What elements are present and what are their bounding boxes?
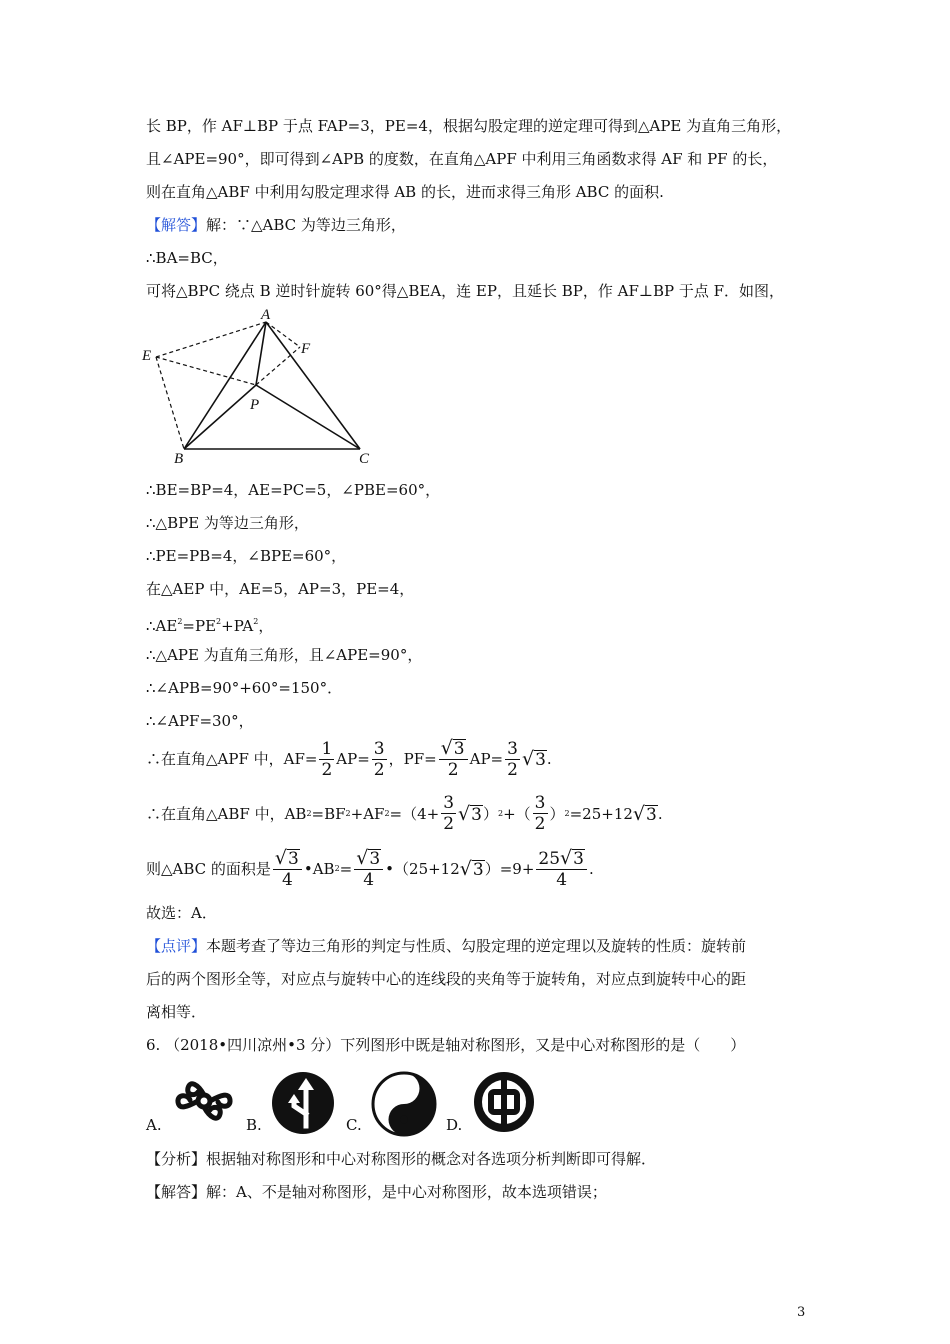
- fraction: $\frac{3}{2}$: [507, 738, 518, 780]
- comment-tag: 【点评】: [146, 937, 207, 955]
- fraction: $\frac{3}{2}$: [534, 793, 546, 834]
- option-c-label: C.: [346, 1116, 362, 1134]
- text-line: ∴∠APB=90°+60°=150°．: [146, 679, 343, 697]
- text-line: ∴△BPE 为等边三角形，: [146, 514, 309, 532]
- text-line: ∴PE=PB=4，∠BPE=60°，: [146, 547, 347, 565]
- label-f: F: [301, 341, 311, 357]
- math-line: ∴在直角△ABF 中，AB 2 =BF 2 +AF 2 =（4+ $\frac{3}{2}$ √ 3 ） 2 +（ $\frac{3}{2}$ ） 2 =25+12 √ 3 .: [146, 793, 663, 834]
- fraction: √ 3 4: [354, 848, 383, 890]
- label-e: E: [142, 348, 152, 364]
- fraction: $\frac{3}{2}$: [443, 793, 455, 834]
- bank-logo-icon: [472, 1070, 536, 1134]
- fraction: √ 3 4: [273, 848, 302, 890]
- text-line: ∴△APE 为直角三角形，且∠APE=90°，: [146, 646, 423, 664]
- text-line: 则在直角△ABF 中利用勾股定理求得 AB 的长，进而求得三角形 ABC 的面积.: [146, 183, 664, 201]
- label-a: A: [261, 307, 271, 323]
- page-number: 3: [797, 1305, 806, 1320]
- segment-pc: [256, 385, 360, 449]
- fraction: √ 3 2: [439, 738, 468, 780]
- rotation-figure: [136, 305, 376, 470]
- answer-tag: 【解答】: [146, 216, 207, 234]
- text-line: ∴BE=BP=4，AE=PC=5，∠PBE=60°，: [146, 481, 441, 499]
- answer-line: 【解答】解：A、不是轴对称图形，是中心对称图形，故本选项错误；: [146, 1183, 607, 1201]
- option-b-label: B.: [246, 1116, 262, 1134]
- label-b: B: [174, 451, 184, 467]
- segment-af: [266, 322, 300, 347]
- label-p: P: [250, 397, 260, 413]
- text-line: 长 BP，作 AF⊥BP 于点 FAP=3，PE=4，根据勾股定理的逆定理可得到△APE 为直角三角形，: [146, 117, 792, 135]
- answer-options: [146, 1070, 566, 1134]
- label-c: C: [359, 451, 370, 467]
- fraction: 25 √ 3 4: [536, 848, 587, 890]
- text-line: ∴∠APF=30°，: [146, 712, 254, 730]
- segment-eb: [156, 357, 184, 449]
- text-line: 离相等．: [146, 1003, 207, 1021]
- math-line: 则△ABC 的面积是 √ 3 4 •AB 2 = √ 3 4 •（25+12 √ 3 ）= 9+ 25 √ 3 4 .: [146, 847, 594, 890]
- segment-ap: [256, 322, 266, 385]
- segment-ab: [184, 322, 266, 449]
- road-sign-icon: [270, 1070, 336, 1136]
- knot-icon: [168, 1070, 240, 1132]
- text-line: 且∠APE=90°，即可得到∠APB 的度数，在直角△APF 中利用三角函数求得 AF 和 PF 的长，: [146, 150, 778, 168]
- fraction: $\frac{1}{2}$: [321, 738, 333, 780]
- text-line: ∴BA=BC，: [146, 249, 228, 267]
- text-line: 后的两个图形全等，对应点与旋转中心的连线段的夹角等于旋转角，对应点到旋转中心的距: [146, 970, 747, 988]
- segment-ac: [266, 322, 360, 449]
- fraction: $\frac{3}{2}$: [373, 738, 385, 780]
- text-line: 可将△BPC 绕点 B 逆时针旋转 60°得△BEA，连 EP，且延长 BP，作 AF⊥BP 于点 F．如图，: [146, 282, 785, 300]
- math-line: $\therefore AE^2=PE^2+PA^2$，: [146, 617, 274, 635]
- yin-yang-icon: [370, 1070, 438, 1138]
- option-d-label: D.: [446, 1116, 463, 1134]
- text-line: 在△AEP 中，AE=5，AP=3，PE=4，: [146, 580, 415, 598]
- analysis-line: 【分析】根据轴对称图形和中心对称图形的概念对各选项分析判断即可得解．: [146, 1150, 657, 1168]
- question-6: 6. （2018•四川凉州•3 分）下列图形中既是轴对称图形，又是中心对称图形的是（ ）: [146, 1036, 746, 1054]
- text-line: 【解答】解：∵△ABC 为等边三角形，: [146, 216, 406, 234]
- segment-ea: [156, 322, 266, 357]
- text-line: 【点评】本题考查了等边三角形的判定与性质、勾股定理的逆定理以及旋转的性质：旋转前: [146, 937, 747, 955]
- math-line: ∴在直角△APF 中，AF= $\frac{1}{2}$ AP= $\frac{3}{2}$ ，PF= √ 3 2 AP= $\frac{3}{2}$ √ 3 .: [146, 737, 552, 780]
- option-a-label: A.: [146, 1116, 162, 1134]
- text-line: 故选：A．: [146, 904, 217, 922]
- segment-pf: [256, 347, 300, 385]
